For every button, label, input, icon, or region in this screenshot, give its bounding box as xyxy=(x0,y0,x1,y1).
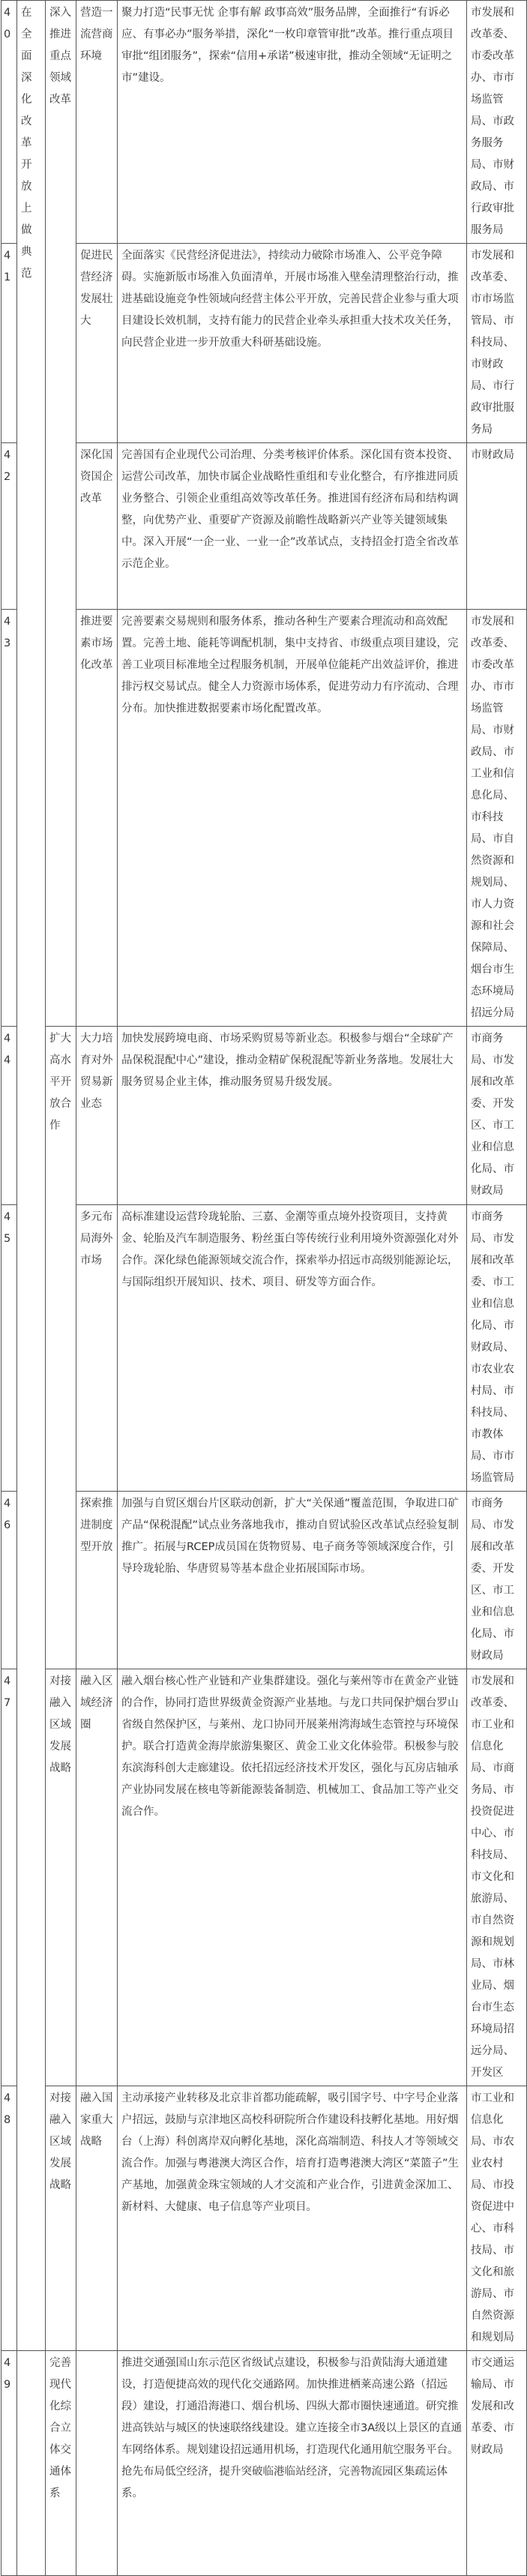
department-cell: 市财政局 xyxy=(467,443,527,610)
table-row xyxy=(1,1205,527,1492)
task-cell xyxy=(76,2351,118,2576)
table-row xyxy=(1,244,527,443)
row-number: 46 xyxy=(1,1492,17,1669)
row-number: 49 xyxy=(1,2351,17,2576)
content-cell: 高标准建设运营玲珑轮胎、三嘉、金潮等重点境外投资项目，支持黄金、轮胎及汽车制造服务、粉丝蛋白等传统行业利用境外资源强化对外合作。深化绿色能源领域交流合作，探索举办招远市高级别能源论坛，与国际组织开展知识、技术、项目、研发等方面合作。 xyxy=(118,1205,467,1492)
department-cell: 市发展和改革委、市委改革办、市市场监管局、市政务服务局、市财政局、市行政审批服务局 xyxy=(467,1,527,244)
task-cell: 推进要素市场化改革 xyxy=(76,610,118,1027)
department-cell: 市发展和改革委、市工业和信息化局、市商务局、市投资促进中心、市科技局、市文化和旅游局、市自然资源和规划局、市林业局、烟台市生态环境局招远分局、开发区 xyxy=(467,1669,527,2086)
task-cell: 融入国家重大战略 xyxy=(76,2086,118,2351)
department-cell: 市发展和改革委、市委改革办、市市场监管局、市财政局、市工业和信息化局、市科技局、市自然资源和规划局、市人力资源和社会保障局、烟台市生态环境局招远分局 xyxy=(467,610,527,1027)
area-cell: 扩大高水平开放合作 xyxy=(46,1027,76,1669)
table-row xyxy=(1,443,527,610)
row-number: 48 xyxy=(1,2086,17,2351)
table-row xyxy=(1,1,527,244)
department-cell: 市商务局、市发展和改革委、开发区、市工业和信息化局、市财政局 xyxy=(467,1492,527,1669)
content-cell: 加强与自贸区烟台片区联动创新，扩大“关保通”覆盖范围，争取进口矿产品“保税混配”试点业务落地我市，推动自贸试验区改革试点经验复制推广。拓展与RCEP成员国在货物贸易、电子商务等领域深度合作，引导玲珑轮胎、华唐贸易等基本盘企业拓展国际市场。 xyxy=(118,1492,467,1669)
content-cell: 加快发展跨境电商、市场采购贸易等新业态。积极参与烟台“全球矿产品保税混配中心”建设，推动金精矿保税混配等新业务落地。发展壮大服务贸易企业主体，推动服务贸易升级发展。 xyxy=(118,1027,467,1205)
category-cell: 在全面深化改革开放上做典范 xyxy=(17,1,46,2351)
content-cell: 聚力打造“民事无忧 企事有解 政事高效”服务品牌，全面推行“有诉必应、有事必办”服务举措，深化“一枚印章管审批”改革。推行重点项目审批“组团服务”，探索“信用+承诺”极速审批，推动全领域“无证明之市”建设。 xyxy=(118,1,467,244)
row-number: 40 xyxy=(1,1,17,244)
row-number: 41 xyxy=(1,244,17,443)
row-number: 43 xyxy=(1,610,17,1027)
content-cell: 融入烟台核心性产业链和产业集群建设。强化与莱州等市在黄金产业链的合作，协同打造世界级黄金资源产业基地。与龙口共同保护烟台罗山省级自然保护区，与莱州、龙口协同开展莱州湾海域生态管控与环境保护。联合打造黄金海岸旅游集聚区、黄金工业文化体验带。积极参与胶东滨海科创大走廊建设。依托招远经济技术开发区，强化与瓦房店轴承产业协同发展在核电等新能源装备制造、机械加工、食品加工等产业交流合作。 xyxy=(118,1669,467,2086)
task-cell: 大力培育对外贸易新业态 xyxy=(76,1027,118,1205)
table-row xyxy=(1,2086,527,2351)
task-cell: 深化国资国企改革 xyxy=(76,443,118,610)
department-cell: 市工业和信息化局、市农业农村局、市投资促进中心、市科技局、市文化和旅游局、市自然资源和规划局 xyxy=(467,2086,527,2351)
task-cell: 营造一流营商环境 xyxy=(76,1,118,244)
table-row xyxy=(1,1492,527,1669)
department-cell: 市商务局、市发展和改革委、市工业和信息化局、市财政局、市农业农村局、市科技局、市教体局、市市场监管局 xyxy=(467,1205,527,1492)
task-cell: 融入区域经济圈 xyxy=(76,1669,118,2086)
content-cell: 推进交通强国山东示范区省级试点建设，积极参与沿黄陆海大通道建设，打造便捷高效的现代化交通路网。加快推进栖莱高速公路（招远段）建设，打通沿海港口、烟台机场、四纵大都市圈快速通道。研究推进高铁站与城区的快速联络线建设。建立连接全市3A级以上景区的直通车网络体系。规划建设招远通用机场，打造现代化通用航空服务平台。抢先布局低空经济，提升突破临港临站经济，完善物流园区集疏运体系。 xyxy=(118,2351,467,2576)
task-cell: 探索推进制度型开放 xyxy=(76,1492,118,1669)
table-row xyxy=(1,1027,527,1205)
plan-task-table xyxy=(1,0,527,2576)
task-cell: 促进民营经济发展壮大 xyxy=(76,244,118,443)
row-number: 44 xyxy=(1,1027,17,1205)
department-cell: 市商务局、市发展和改革委、开发区、市工业和信息化局、市财政局 xyxy=(467,1027,527,1205)
area-cell: 完善现代化综合立体交通体系 xyxy=(46,2351,76,2576)
table-row xyxy=(1,2351,527,2576)
area-cell: 对接融入区域发展战略 xyxy=(46,2086,76,2351)
content-cell: 完善要素交易规则和服务体系，推动各种生产要素合理流动和高效配置。完善土地、能耗等调配机制，集中支持省、市级重点项目建设，完善工业项目标准地全过程服务机制，开展单位能耗产出效益评价，推进排污权交易试点。健全人力资源市场体系，促进劳动力有序流动、合理分布。加快推进数据要素市场化配置改革。 xyxy=(118,610,467,1027)
content-cell: 完善国有企业现代公司治理、分类考核评价体系。深化国有资本投资、运营公司改革，加快市属企业战略性重组和专业化整合，有序推进同质业务整合、引领企业重组高效等改革任务。推进国有经济布局和结构调整，向优势产业、重要矿产资源及前瞻性战略新兴产业等关键领域集中。深入开展“一企一业、一业一企”改革试点，支持招金打造全省改革示范企业。 xyxy=(118,443,467,610)
row-number: 42 xyxy=(1,443,17,610)
row-number: 45 xyxy=(1,1205,17,1492)
content-cell: 主动承接产业转移及北京非首都功能疏解，吸引国字号、中字号企业落户招远，鼓励与京津地区高校科研院所合作建设科技孵化基地。用好烟台（上海）科创离岸双向孵化基地，深化高端制造、科技人才等领域交流合作。加强与粤港澳大湾区合作，培育打造粤港澳大湾区“菜篮子”生产基地，加强黄金珠宝领域的人才交流和产业合作，引进黄金深加工、新材料、大健康、电子信息等产业项目。 xyxy=(118,2086,467,2351)
table-row xyxy=(1,1669,527,2086)
category-cell xyxy=(17,2351,46,2576)
content-cell: 全面落实《民营经济促进法》，持续动力破除市场准入、公平竞争障碍。实施新版市场准入负面清单，开展市场准入壁垒清理整治行动，推进基础设施竞争性领域向经营主体公平开放，完善民营企业参与重大项目建设长效机制，支持有能力的民营企业牵头承担重大技术攻关任务，向民营企业进一步开放重大科研基础设施。 xyxy=(118,244,467,443)
task-cell: 多元布局海外市场 xyxy=(76,1205,118,1492)
table-row xyxy=(1,610,527,1027)
area-cell: 深入推进重点领域改革 xyxy=(46,1,76,1027)
row-number: 47 xyxy=(1,1669,17,2086)
department-cell: 市交通运输局、市发展和改革委、市财政局 xyxy=(467,2351,527,2576)
department-cell: 市发展和改革委、市市场监管局、市科技局、市财政局、市行政审批服务局 xyxy=(467,244,527,443)
area-cell: 对接融入区域发展战略 xyxy=(46,1669,76,2086)
